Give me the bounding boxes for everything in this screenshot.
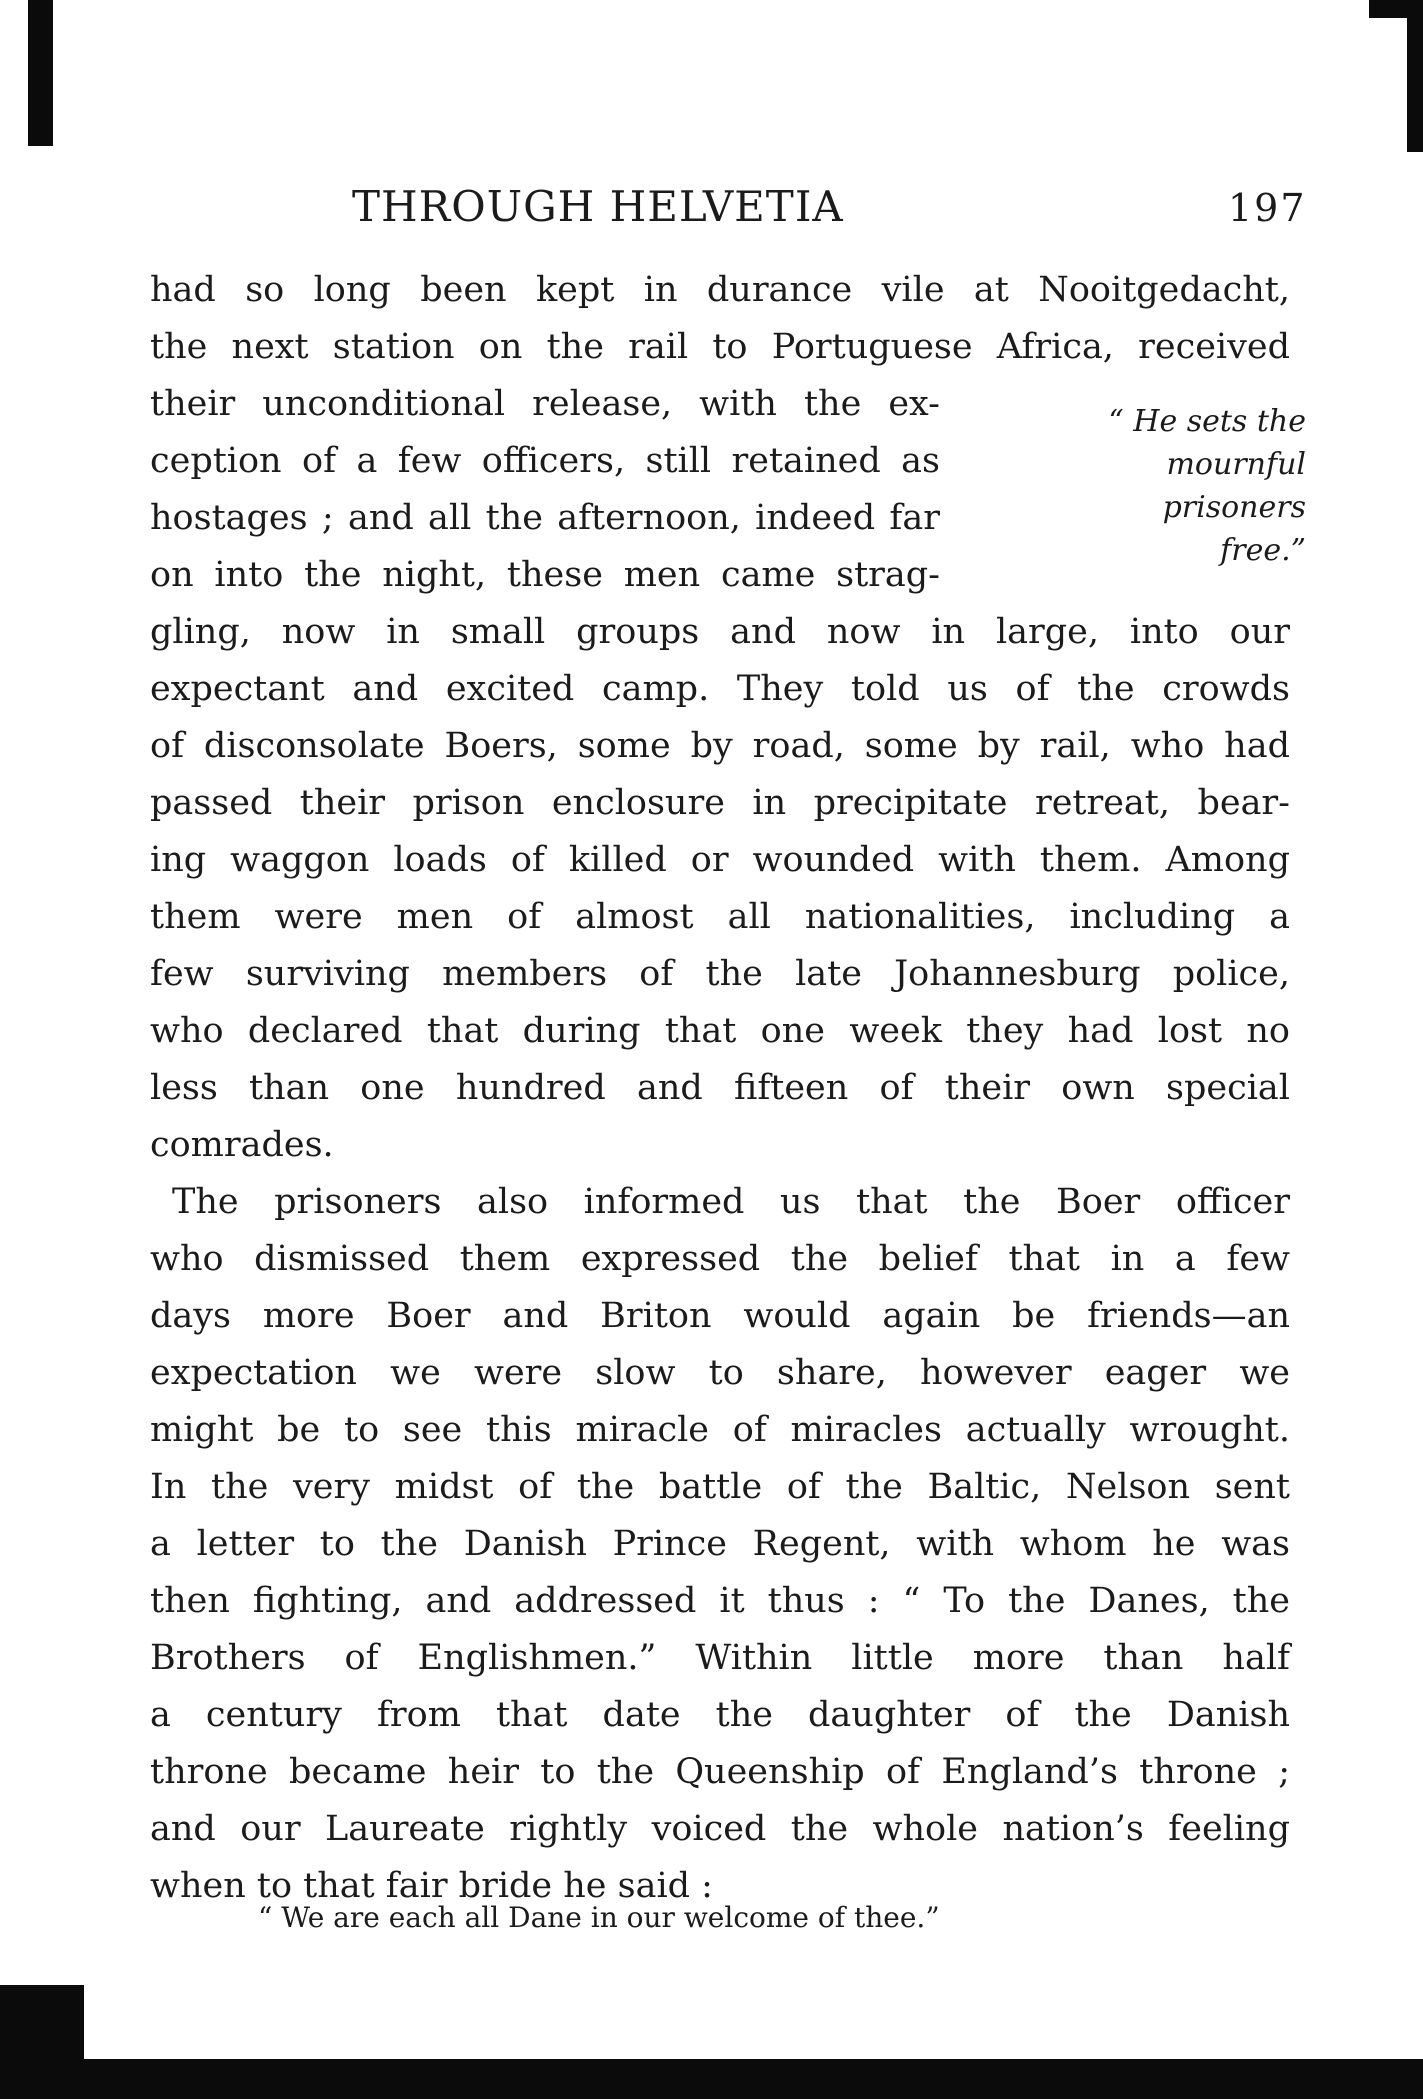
- scan-artifact-top-left: [28, 0, 53, 146]
- text-line: and our Laureate rightly voiced the whole nation’s feeling: [150, 1809, 1290, 1849]
- text-line: when to that fair bride he said :: [150, 1866, 713, 1906]
- running-head: [0, 182, 1423, 234]
- text-line: had so long been kept in durance vile at Nooitgedacht,: [150, 270, 1290, 310]
- text-line: days more Boer and Briton would again be friends—an: [150, 1296, 1290, 1336]
- text-line: comrades.: [150, 1125, 334, 1165]
- margin-note-line: free.”: [1220, 533, 1306, 568]
- text-line: their unconditional release, with the ex-: [150, 384, 940, 424]
- text-line: on into the night, these men came strag-: [150, 555, 940, 595]
- text-line: of disconsolate Boers, some by road, some by rail, who had: [150, 726, 1290, 766]
- margin-note-line: “ He sets the: [1108, 404, 1306, 439]
- text-line: a century from that date the daughter of the Danish: [150, 1695, 1290, 1735]
- verse-quote: “ We are each all Dane in our welcome of thee.”: [258, 1901, 940, 1934]
- text-line: gling, now in small groups and now in large, into our: [150, 612, 1290, 652]
- text-line: the next station on the rail to Portuguese Africa, received: [150, 327, 1290, 367]
- margin-note-line: prisoners: [1162, 490, 1306, 525]
- text-line: who dismissed them expressed the belief that in a few: [150, 1239, 1290, 1279]
- text-line: few surviving members of the late Johannesburg police,: [150, 954, 1290, 994]
- text-line: a letter to the Danish Prince Regent, with whom he was: [150, 1524, 1290, 1564]
- body-text: [150, 262, 1290, 1915]
- text-line: passed their prison enclosure in precipitate retreat, bear-: [150, 783, 1290, 823]
- scan-artifact-top-right-cap: [1369, 0, 1423, 18]
- text-line: expectation we were slow to share, however eager we: [150, 1353, 1290, 1393]
- scan-artifact-bottom-left: [0, 1985, 84, 2099]
- scan-artifact-bottom-bar: [0, 2059, 1423, 2099]
- margin-note-line: mournful: [1166, 447, 1306, 482]
- text-line: might be to see this miracle of miracles actually wrought.: [150, 1410, 1290, 1450]
- page-title: THROUGH HELVETIA: [352, 182, 844, 231]
- text-line: expectant and excited camp. They told us of the crowds: [150, 669, 1290, 709]
- text-line: them were men of almost all nationalities, including a: [150, 897, 1290, 937]
- text-line: Brothers of Englishmen.” Within little more than half: [150, 1638, 1290, 1678]
- page-number: 197: [1228, 186, 1307, 230]
- text-line: who declared that during that one week they had lost no: [150, 1011, 1290, 1051]
- text-line: hostages ; and all the afternoon, indeed far: [150, 498, 940, 538]
- text-line: then fighting, and addressed it thus : “ To the Danes, the: [150, 1581, 1290, 1621]
- scan-artifact-top-right-edge: [1407, 0, 1423, 152]
- text-line: In the very midst of the battle of the Baltic, Nelson sent: [150, 1467, 1290, 1507]
- text-line: throne became heir to the Queenship of England’s throne ;: [150, 1752, 1290, 1792]
- text-line: The prisoners also informed us that the Boer officer: [172, 1182, 1290, 1222]
- text-line: less than one hundred and fifteen of their own special: [150, 1068, 1290, 1108]
- text-line: ing waggon loads of killed or wounded with them. Among: [150, 840, 1290, 880]
- text-line: ception of a few officers, still retained as: [150, 441, 940, 481]
